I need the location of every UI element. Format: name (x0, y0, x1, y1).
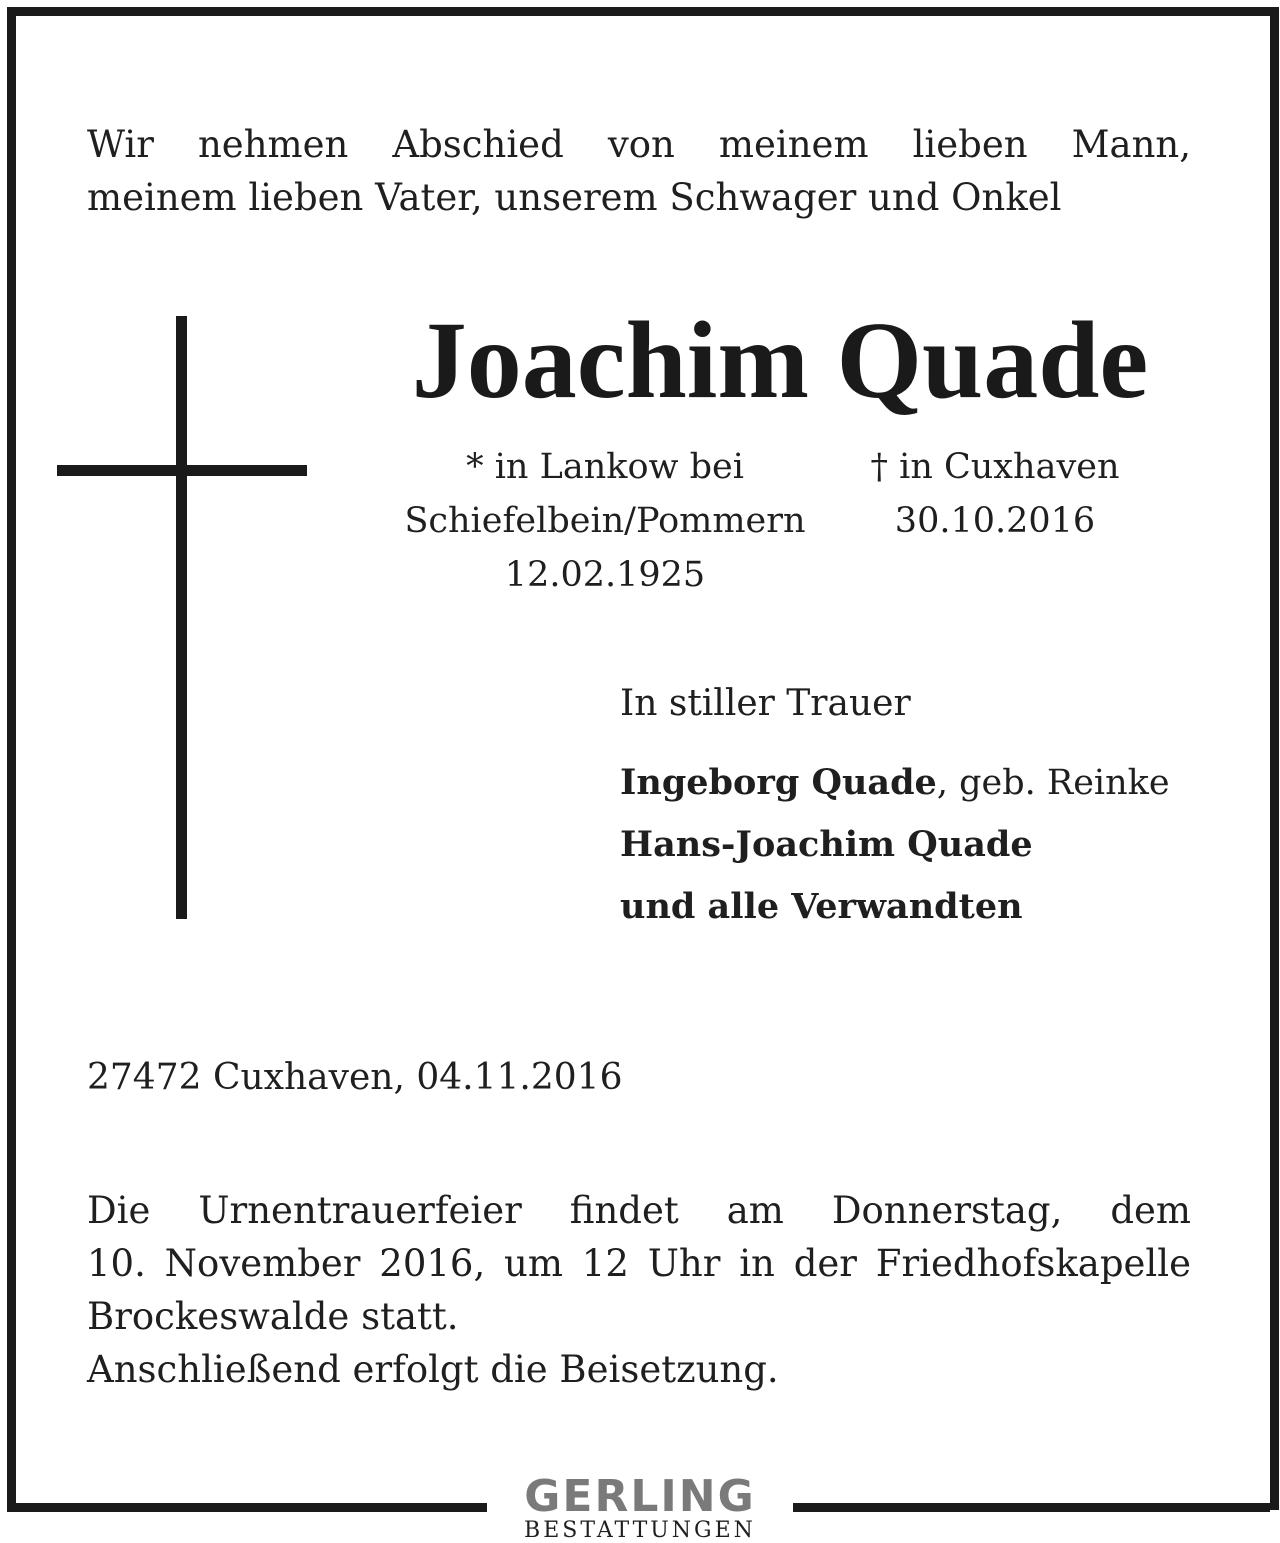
logo-sub-text: BESTATTUNGEN (524, 1518, 756, 1543)
mourner-1 (620, 752, 1170, 814)
birth-info (360, 440, 850, 602)
service-line-2: 10. November 2016, um 12 Uhr in der Friedhofskapelle (87, 1242, 1191, 1285)
funeral-home-logo (490, 1470, 790, 1543)
intro-line-2: meinem lieben Vater, unserem Schwager und Onkel (87, 176, 1062, 219)
death-place: † in Cuxhaven (870, 447, 1120, 487)
service-line-1: Die Urnentrauerfeier findet am Donnerstag, dem (87, 1189, 1191, 1232)
mourner-others-text: und alle Verwandten (620, 886, 1023, 927)
cross-icon-vertical (176, 316, 187, 919)
mourner-1-name: Ingeborg Quade (620, 762, 937, 803)
mourners-list (620, 752, 1170, 938)
intro-text (87, 118, 1191, 224)
death-date: 30.10.2016 (894, 501, 1096, 541)
mourner-2-name: Hans-Joachim Quade (620, 824, 1033, 865)
birth-place-line-1: * in Lankow bei (466, 447, 744, 487)
mourner-others (620, 876, 1170, 938)
service-line-4: Anschließend erfolgt die Beisetzung. (87, 1348, 779, 1391)
service-line-3: Brockeswalde statt. (87, 1295, 459, 1338)
deceased-name: Joachim Quade (411, 299, 1149, 421)
service-info (87, 1184, 1191, 1396)
mourning-heading: In stiller Trauer (620, 683, 911, 724)
place-date: 27472 Cuxhaven, 04.11.2016 (87, 1057, 623, 1098)
cross-icon-horizontal (57, 465, 307, 476)
border-bottom-left (7, 1503, 487, 1512)
intro-line-1: Wir nehmen Abschied von meinem lieben Mann, (87, 123, 1191, 166)
mourner-1-suffix: , geb. Reinke (936, 763, 1170, 803)
border-bottom-right (793, 1503, 1270, 1512)
birth-date: 12.02.1925 (504, 555, 706, 595)
mourner-2 (620, 814, 1170, 876)
logo-main-text: GERLING (524, 1471, 756, 1522)
birth-place-line-2: Schiefelbein/Pommern (404, 501, 806, 541)
death-info (840, 440, 1150, 548)
